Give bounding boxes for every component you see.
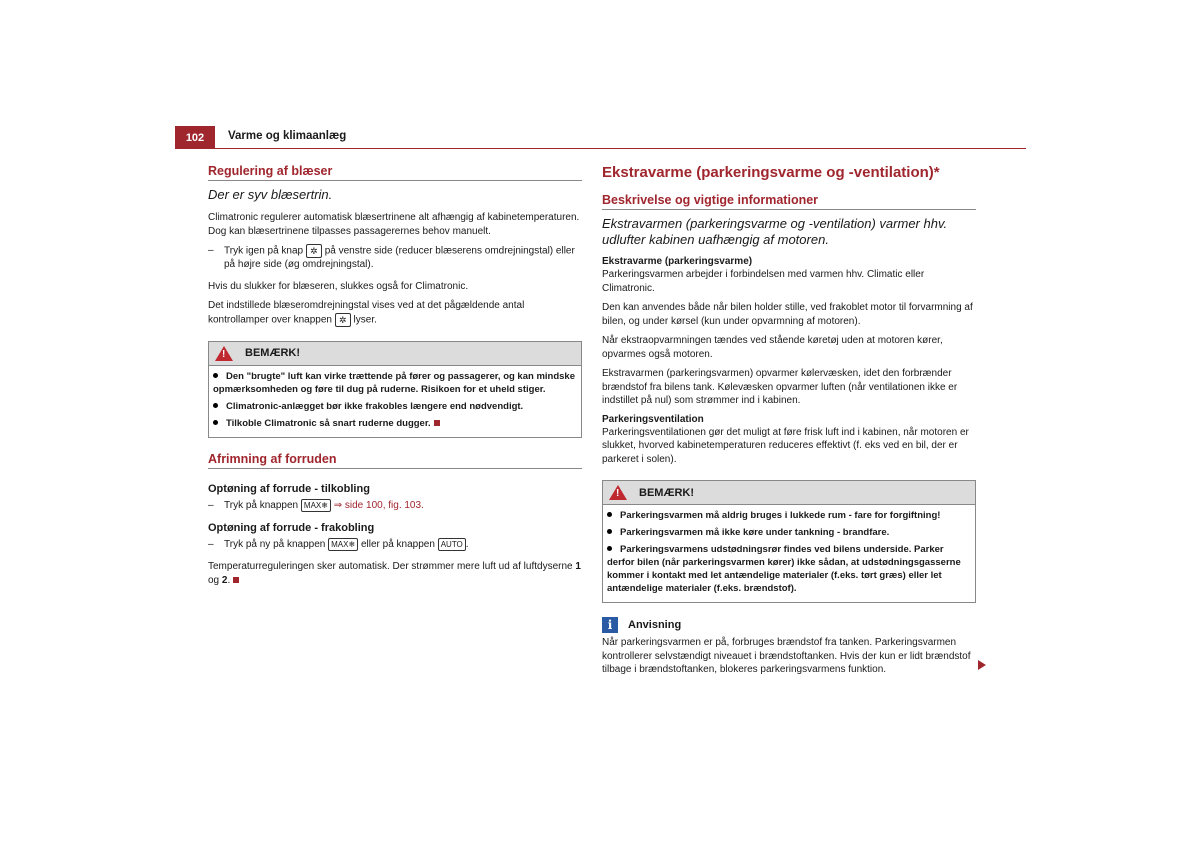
end-mark-icon: [434, 420, 440, 426]
warning-item: Parkeringsvarmen må ikke køre under tankning - brandfare.: [607, 526, 971, 539]
info-icon: i: [602, 617, 618, 633]
warning-title: BEMÆRK!: [639, 486, 694, 499]
left-column: [208, 164, 582, 593]
bullet-icon: [607, 529, 612, 534]
section-intro: Ekstravarmen (parkeringsvarme og -ventilation) varmer hhv. udlufter kabinen uafhængig af motoren.: [602, 216, 948, 247]
chapter-title: Varme og klimaanlæg: [228, 130, 347, 142]
bullet-icon: [213, 420, 218, 425]
page-header: [175, 126, 1026, 149]
warning-item: Parkeringsvarmens udstødningsrør findes ved bilens underside. Parker derfor bilen (når parkeringsvarmen kører) ikke sådan, at udstødningsgasserne kommer i kontakt med let antændelige materialer (f.eks. tørt græs) eller let antændelige materialer (f.eks. brændstof).: [607, 544, 961, 594]
paragraph: Parkeringsvarmen arbejder i forbindelsen med varmen hhv. Climatic eller Climatronic.: [602, 269, 925, 294]
note-text: Når parkeringsvarmen er på, forbruges brændstof fra tanken. Parkeringsvarmen kontrollerer selvstændigt niveauet i brændstoftanken. Hvis der kun er lidt brændstof tilbage i brændstoftanken, blokeres parkeringsvarmens funktion.: [602, 637, 971, 675]
note-header: [602, 617, 976, 633]
fan-button-icon: ✲: [335, 313, 351, 327]
warning-header: [603, 481, 975, 505]
right-column: [602, 164, 976, 683]
warning-item: Climatronic-anlægget bør ikke frakobles længere end nødvendigt.: [213, 400, 577, 413]
page-number: 102: [175, 126, 215, 148]
instruction-item: – Tryk på knappen MAX❄ ⇒ side 100, fig. 103.: [208, 499, 582, 513]
paragraph: Det indstillede blæseromdrejningstal vises ved at det pågældende antal kontrollamper over knappen ✲ lyser.: [208, 300, 525, 326]
paragraph: Ekstravarmen (parkeringsvarmen) opvarmer kølervæsken, idet den forbrænder brændstof fra bilens tank. Kølevæsken opvarmer luften (når ventilationen ikke er indstillet på nul) som strømmer ind i kabinen.: [602, 368, 958, 406]
bullet-icon: [607, 512, 612, 517]
warning-body: [209, 366, 581, 437]
warning-title: BEMÆRK!: [245, 347, 300, 360]
bullet-icon: [213, 373, 218, 378]
auto-key-icon: AUTO: [438, 538, 466, 551]
paragraph: Hvis du slukker for blæseren, slukkes også for Climatronic.: [208, 280, 469, 292]
section-title-blower: Regulering af blæser: [208, 164, 582, 181]
warning-item: Parkeringsvarmen må aldrig bruges i lukkede rum - fare for forgiftning!: [607, 509, 971, 522]
fan-button-icon: ✲: [306, 244, 322, 258]
max-defrost-key-icon: MAX❄: [301, 499, 331, 512]
warning-box: [208, 341, 582, 438]
section-title-defrost: Afrimning af forruden: [208, 452, 582, 469]
next-page-arrow-icon[interactable]: [978, 660, 986, 670]
warning-triangle-icon: !: [215, 346, 233, 361]
subheading: Parkeringsventilation: [602, 413, 704, 425]
end-mark-icon: [233, 577, 239, 583]
warning-body: [603, 505, 975, 602]
warning-item: Tilkoble Climatronic så snart ruderne dugger.: [213, 417, 577, 430]
section-title-description: Beskrivelse og vigtige informationer: [602, 193, 976, 210]
warning-box: [602, 480, 976, 603]
section-intro: Der er syv blæsertrin.: [208, 187, 333, 202]
subheading: Ekstravarme (parkeringsvarme): [602, 256, 753, 267]
paragraph: Når ekstraopvarmningen tændes ved stående køretøj uden at motoren kører, opvarmes også motoren.: [602, 335, 943, 360]
page-reference-link[interactable]: ⇒ side 100, fig. 103.: [333, 499, 424, 511]
main-title: Ekstravarme (parkeringsvarme og -ventilation)*: [602, 164, 940, 181]
paragraph: Den kan anvendes både når bilen holder stille, ved frakoblet motor til forvarmning af bilen, og under kørsel (kun under opvarmning af motoren).: [602, 302, 973, 327]
note-title: Anvisning: [628, 619, 682, 631]
instruction-item: – Tryk på ny på knappen MAX❄ eller på knappen AUTO .: [208, 538, 582, 552]
subheading: Optøning af forrude - tilkobling: [208, 482, 370, 495]
bullet-icon: [607, 546, 612, 551]
paragraph: Climatronic regulerer automatisk blæsertrinene alt afhængig af kabinetemperaturen. Dog kan blæsertrinene tilpasses passagerernes behov manuelt.: [208, 212, 580, 237]
paragraph: Parkeringsventilationen gør det muligt at føre frisk luft ind i kabinen, når motoren er slukket, hvorved kabinetemperaturen reduceres effektivt (f. eks ved en bil, der er parkeret i solen).: [602, 426, 969, 465]
instruction-item: – Tryk igen på knap ✲ på venstre side (reducer blæserens omdrejningstal) eller på højre side (øg omdrejningstal).: [208, 244, 582, 272]
warning-item: Den "brugte" luft kan virke trættende på fører og passagerer, og kan mindske opmærksomheden og føre til dug på ruderne. Risikoen for et uheld stiger.: [213, 370, 575, 395]
warning-header: [209, 342, 581, 366]
max-defrost-key-icon: MAX❄: [328, 538, 358, 551]
warning-triangle-icon: !: [609, 485, 627, 500]
bullet-icon: [213, 403, 218, 408]
subheading: Optøning af forrude - frakobling: [208, 522, 375, 535]
paragraph: Temperaturreguleringen sker automatisk. Der strømmer mere luft ud af luftdyserne 1 og 2.: [208, 561, 581, 586]
